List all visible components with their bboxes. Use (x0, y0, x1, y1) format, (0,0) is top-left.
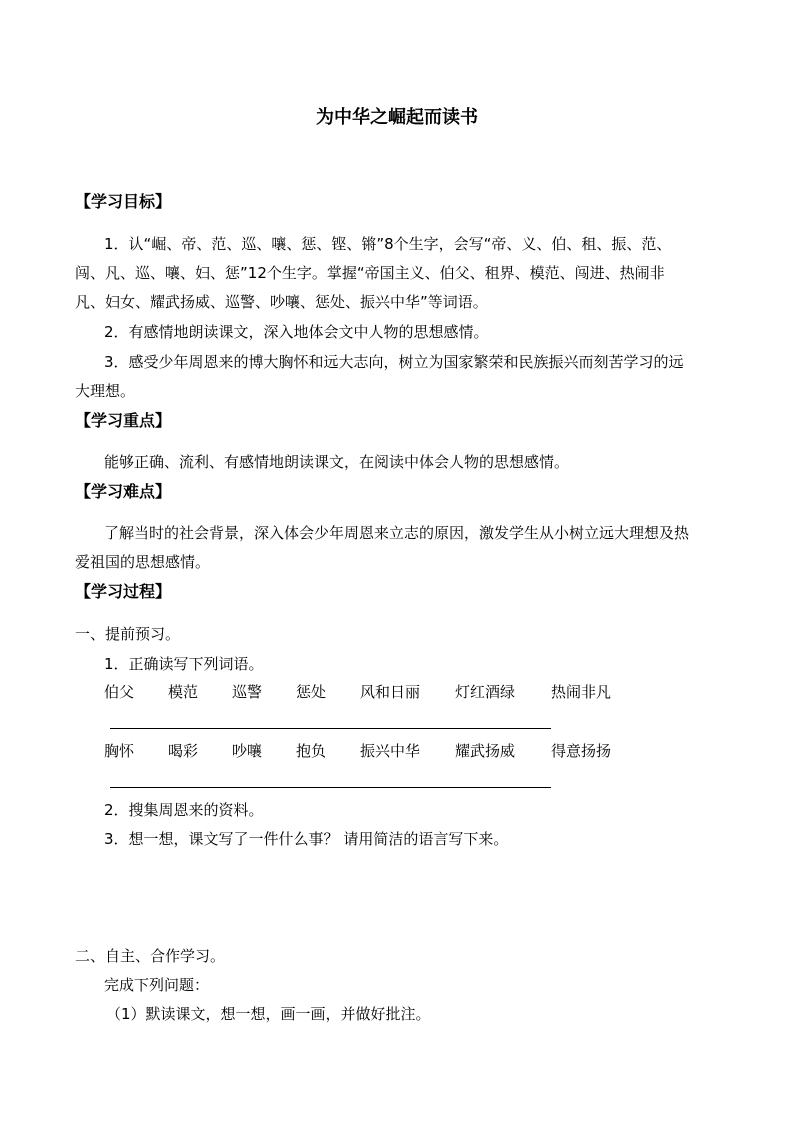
heading-difficulties: 【学习难点】 (75, 482, 172, 501)
word-item: 振兴中华 (360, 742, 421, 760)
goal-3-line-1: 3．感受少年周恩来的博大胸怀和远大志向，树立为国家繁荣和民族振兴而刻苦学习的远 (104, 353, 684, 371)
difficulties-line-1: 了解当时的社会背景，深入体会少年周恩来立志的原因，激发学生从小树立远大理想及热 (104, 524, 690, 542)
word-item: 喝彩 (168, 742, 199, 760)
word-item: 热闹非凡 (551, 683, 612, 701)
word-item: 吵嚷 (232, 742, 263, 760)
goal-1-line-3: 凡、妇女、耀武扬威、巡警、吵嚷、惩处、振兴中华”等词语。 (75, 293, 488, 311)
word-item: 惩处 (296, 683, 327, 701)
answer-line-1 (110, 728, 551, 729)
part-2-question-1: （1）默读课文，想一想，画一画，并做好批注。 (106, 1005, 431, 1023)
part-2-intro: 完成下列问题： (104, 976, 210, 994)
heading-learning-process: 【学习过程】 (75, 582, 172, 601)
answer-line-2 (110, 787, 551, 788)
word-item: 耀武扬威 (455, 742, 516, 760)
task-2: 2．搜集周恩来的资料。 (104, 801, 264, 819)
word-item: 胸怀 (104, 742, 135, 760)
task-1: 1．正确读写下列词语。 (104, 655, 264, 673)
word-item: 灯红酒绿 (455, 683, 516, 701)
word-item: 巡警 (232, 683, 263, 701)
goal-1-line-1: 1．认“崛、帝、范、巡、嚷、惩、铿、锵”8个生字，会写“帝、义、伯、租、振、范、 (104, 235, 672, 253)
heading-learning-goals: 【学习目标】 (75, 192, 172, 211)
word-item: 得意扬扬 (551, 742, 612, 760)
word-item: 抱负 (296, 742, 327, 760)
goal-2: 2．有感情地朗读课文，深入地体会文中人物的思想感情。 (104, 323, 489, 341)
goal-3-line-2: 大理想。 (75, 382, 136, 400)
goal-1-line-2: 闯、凡、巡、嚷、妇、惩”12个生字。掌握“帝国主义、伯父、租界、模范、闯进、热闹非 (75, 264, 665, 282)
word-item: 风和日丽 (360, 683, 421, 701)
word-item: 伯父 (104, 683, 135, 701)
document-title: 为中华之崛起而读书 (316, 107, 478, 128)
word-item: 模范 (168, 683, 199, 701)
key-points-text: 能够正确、流利、有感情地朗读课文，在阅读中体会人物的思想感情。 (104, 453, 570, 471)
difficulties-line-2: 爱祖国的思想感情。 (75, 553, 211, 571)
part-2-title: 二、自主、合作学习。 (75, 947, 226, 965)
heading-key-points: 【学习重点】 (75, 411, 172, 430)
task-3: 3．想一想，课文写了一件什么事？ 请用简洁的语言写下来。 (104, 830, 509, 848)
part-1-title: 一、提前预习。 (75, 625, 181, 643)
